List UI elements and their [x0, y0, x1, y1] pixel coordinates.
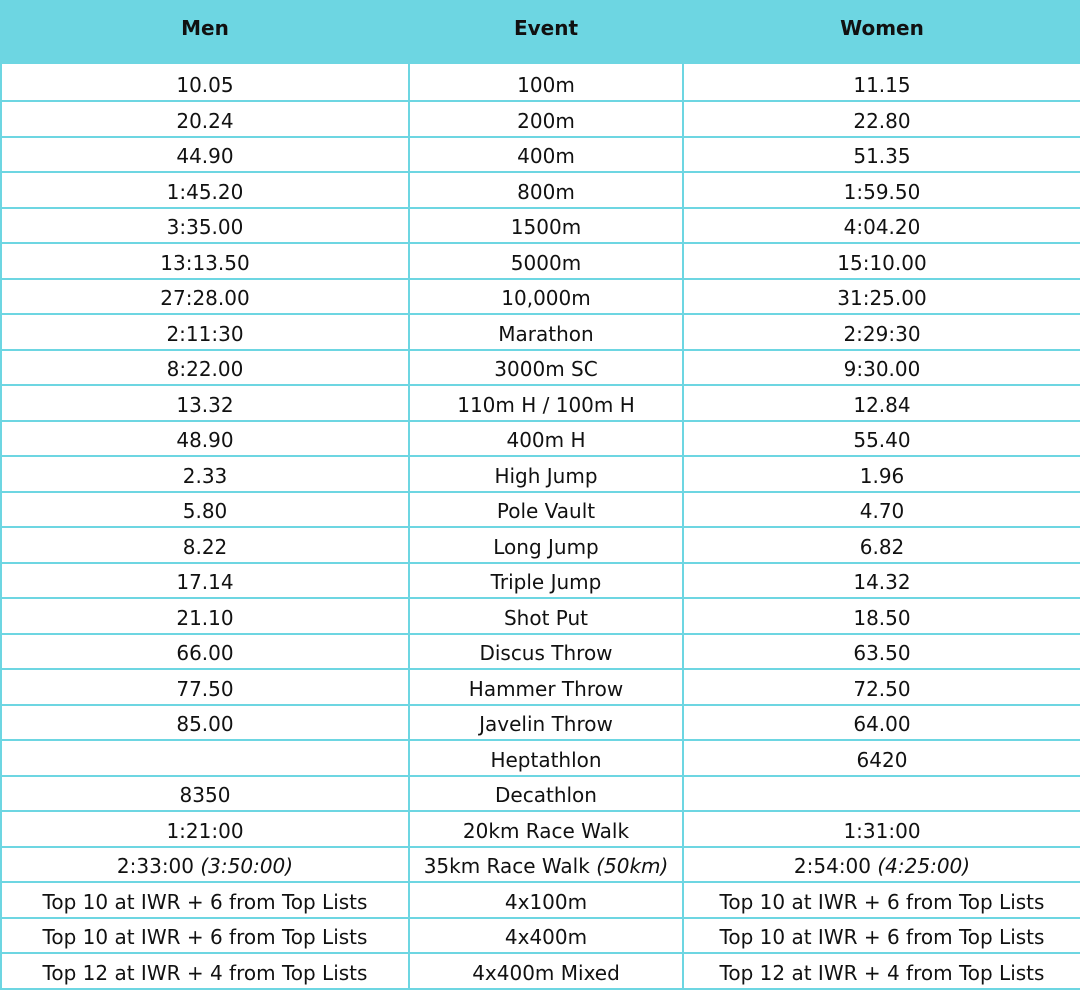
cell-women — [683, 314, 1080, 350]
cell-women — [683, 776, 1080, 812]
men-value: 27:28.00 — [160, 286, 250, 310]
event-value: 200m — [517, 108, 575, 133]
women-note: (4:25:00) — [877, 854, 971, 878]
event-value: 5000m — [510, 250, 582, 275]
table-row — [1, 137, 1080, 173]
table-row — [1, 385, 1080, 421]
cell-women — [683, 137, 1080, 173]
cell-men — [1, 492, 409, 528]
men-value: Top 10 at IWR + 6 from Top Lists — [42, 925, 368, 949]
table-row — [1, 740, 1080, 776]
women-value: 9:30.00 — [843, 357, 921, 381]
cell-men — [1, 918, 409, 954]
men-value: 17.14 — [176, 570, 234, 594]
women-value: 1:59.50 — [843, 179, 921, 204]
men-note: (3:50:00) — [200, 854, 294, 878]
event-value: 35km Race Walk — [423, 854, 590, 878]
cell-event — [409, 598, 683, 634]
table-row — [1, 811, 1080, 847]
cell-women — [683, 527, 1080, 563]
men-value: 44.90 — [176, 144, 234, 168]
cell-women — [683, 705, 1080, 741]
event-value: 800m — [517, 179, 575, 204]
cell-event — [409, 492, 683, 528]
cell-event — [409, 421, 683, 457]
event-value: 3000m SC — [494, 357, 598, 381]
cell-event — [409, 172, 683, 208]
event-value: Pole Vault — [496, 499, 596, 523]
cell-event — [409, 953, 683, 989]
men-value: 8:22.00 — [166, 357, 244, 381]
event-value: 4x100m — [504, 889, 588, 914]
cell-women — [683, 634, 1080, 670]
table-row — [1, 847, 1080, 883]
cell-men — [1, 882, 409, 918]
men-value: Top 12 at IWR + 4 from Top Lists — [42, 960, 368, 985]
cell-men — [1, 63, 409, 101]
event-value: Long Jump — [493, 534, 599, 559]
cell-women — [683, 882, 1080, 918]
table-row — [1, 953, 1080, 989]
table-row — [1, 918, 1080, 954]
cell-men — [1, 847, 409, 883]
men-value: 8350 — [179, 783, 231, 807]
women-value: 14.32 — [853, 570, 911, 594]
cell-men — [1, 563, 409, 599]
cell-men — [1, 669, 409, 705]
header-women: Women — [683, 1, 1080, 63]
table-row — [1, 421, 1080, 457]
table-row — [1, 776, 1080, 812]
cell-event — [409, 776, 683, 812]
event-value: Marathon — [498, 321, 594, 346]
cell-men — [1, 279, 409, 315]
women-value: 55.40 — [853, 428, 911, 452]
cell-men — [1, 385, 409, 421]
table-row — [1, 527, 1080, 563]
women-value: 6420 — [856, 747, 908, 772]
cell-men — [1, 350, 409, 386]
event-value: 400m — [517, 144, 575, 168]
cell-men — [1, 314, 409, 350]
cell-men — [1, 598, 409, 634]
cell-women — [683, 350, 1080, 386]
table-row — [1, 208, 1080, 244]
cell-event — [409, 63, 683, 101]
header-men: Men — [1, 1, 409, 63]
men-value: 2.33 — [182, 463, 228, 488]
cell-event — [409, 208, 683, 244]
cell-event — [409, 101, 683, 137]
cell-event — [409, 669, 683, 705]
men-value: 13.32 — [176, 392, 234, 417]
table-row — [1, 705, 1080, 741]
table-row — [1, 563, 1080, 599]
cell-event — [409, 243, 683, 279]
table-header — [1, 1, 1080, 63]
cell-event — [409, 882, 683, 918]
table-row — [1, 314, 1080, 350]
women-value: 2:54:00 — [793, 854, 872, 878]
women-value: Top 12 at IWR + 4 from Top Lists — [719, 960, 1045, 985]
event-value: Decathlon — [495, 783, 597, 807]
cell-men — [1, 243, 409, 279]
cell-men — [1, 137, 409, 173]
cell-men — [1, 811, 409, 847]
women-value: 64.00 — [853, 712, 911, 736]
table-row — [1, 669, 1080, 705]
cell-women — [683, 421, 1080, 457]
men-value: 48.90 — [176, 428, 234, 452]
cell-men — [1, 456, 409, 492]
table-row — [1, 243, 1080, 279]
cell-women — [683, 63, 1080, 101]
cell-men — [1, 776, 409, 812]
cell-women — [683, 669, 1080, 705]
cell-event — [409, 456, 683, 492]
table-row — [1, 456, 1080, 492]
table-row — [1, 350, 1080, 386]
event-value: 110m H / 100m H — [457, 392, 635, 417]
table-row — [1, 172, 1080, 208]
cell-event — [409, 385, 683, 421]
cell-women — [683, 598, 1080, 634]
event-value: Shot Put — [503, 605, 589, 630]
cell-women — [683, 740, 1080, 776]
women-value: 2:29:30 — [843, 321, 921, 346]
cell-men — [1, 208, 409, 244]
women-value: 31:25.00 — [837, 286, 927, 310]
cell-event — [409, 137, 683, 173]
cell-women — [683, 492, 1080, 528]
women-value: 4.70 — [859, 499, 905, 523]
cell-event — [409, 740, 683, 776]
event-value: 20km Race Walk — [462, 818, 630, 843]
cell-men — [1, 705, 409, 741]
men-value: 2:11:30 — [166, 321, 244, 346]
cell-men — [1, 421, 409, 457]
event-value: Discus Throw — [479, 641, 613, 665]
women-value: 12.84 — [853, 392, 911, 417]
cell-women — [683, 918, 1080, 954]
table-row — [1, 101, 1080, 137]
cell-event — [409, 918, 683, 954]
event-value: 4x400m — [504, 925, 588, 949]
cell-women — [683, 208, 1080, 244]
cell-event — [409, 350, 683, 386]
men-value: 20.24 — [176, 108, 234, 133]
cell-event — [409, 847, 683, 883]
cell-event — [409, 314, 683, 350]
women-value: 6.82 — [859, 534, 905, 559]
event-value: Triple Jump — [490, 570, 602, 594]
men-value: 1:45.20 — [166, 179, 244, 204]
event-value: 1500m — [510, 215, 582, 239]
cell-women — [683, 847, 1080, 883]
men-value: 3:35.00 — [166, 215, 244, 239]
event-value: 4x400m Mixed — [472, 960, 620, 985]
cell-women — [683, 101, 1080, 137]
event-value: 400m H — [506, 428, 586, 452]
cell-women — [683, 953, 1080, 989]
women-value: Top 10 at IWR + 6 from Top Lists — [719, 889, 1045, 914]
women-value: 4:04.20 — [843, 215, 921, 239]
cell-event — [409, 563, 683, 599]
cell-women — [683, 243, 1080, 279]
women-value: 15:10.00 — [837, 250, 927, 275]
table-row — [1, 882, 1080, 918]
table-row — [1, 63, 1080, 101]
men-value: 2:33:00 — [116, 854, 195, 878]
event-value: High Jump — [494, 463, 598, 488]
table-body — [1, 63, 1080, 989]
men-value: 1:21:00 — [166, 818, 244, 843]
men-value: 77.50 — [176, 676, 234, 701]
women-value: 22.80 — [853, 108, 911, 133]
event-value: Javelin Throw — [479, 712, 613, 736]
header-row — [1, 1, 1080, 63]
men-value: 5.80 — [182, 499, 228, 523]
women-value: 63.50 — [853, 641, 911, 665]
cell-men — [1, 634, 409, 670]
table-row — [1, 598, 1080, 634]
cell-women — [683, 172, 1080, 208]
event-value: Heptathlon — [490, 747, 602, 772]
cell-event — [409, 527, 683, 563]
women-value: 51.35 — [853, 144, 911, 168]
men-value: Top 10 at IWR + 6 from Top Lists — [42, 889, 368, 914]
women-value: Top 10 at IWR + 6 from Top Lists — [719, 925, 1045, 949]
event-value: 10,000m — [501, 286, 591, 310]
cell-men — [1, 172, 409, 208]
cell-women — [683, 456, 1080, 492]
cell-event — [409, 705, 683, 741]
event-value: Hammer Throw — [468, 676, 624, 701]
men-value: 85.00 — [176, 712, 234, 736]
women-value: 11.15 — [853, 73, 911, 97]
women-value: 1:31:00 — [843, 818, 921, 843]
header-event: Event — [409, 1, 683, 63]
men-value: 66.00 — [176, 641, 234, 665]
cell-women — [683, 279, 1080, 315]
men-value: 21.10 — [176, 605, 234, 630]
cell-men — [1, 101, 409, 137]
cell-women — [683, 385, 1080, 421]
women-value: 72.50 — [853, 676, 911, 701]
cell-event — [409, 634, 683, 670]
men-value: 10.05 — [176, 73, 234, 97]
table-row — [1, 279, 1080, 315]
cell-event — [409, 279, 683, 315]
women-value: 1.96 — [859, 463, 905, 488]
cell-event — [409, 811, 683, 847]
table-row — [1, 492, 1080, 528]
table-row — [1, 634, 1080, 670]
men-value: 8.22 — [182, 534, 228, 559]
cell-men — [1, 953, 409, 989]
men-value: 13:13.50 — [160, 250, 250, 275]
cell-women — [683, 811, 1080, 847]
women-value: 18.50 — [853, 605, 911, 630]
event-value: 100m — [517, 73, 575, 97]
cell-women — [683, 563, 1080, 599]
event-note: (50km) — [596, 854, 669, 878]
cell-men — [1, 740, 409, 776]
cell-men — [1, 527, 409, 563]
